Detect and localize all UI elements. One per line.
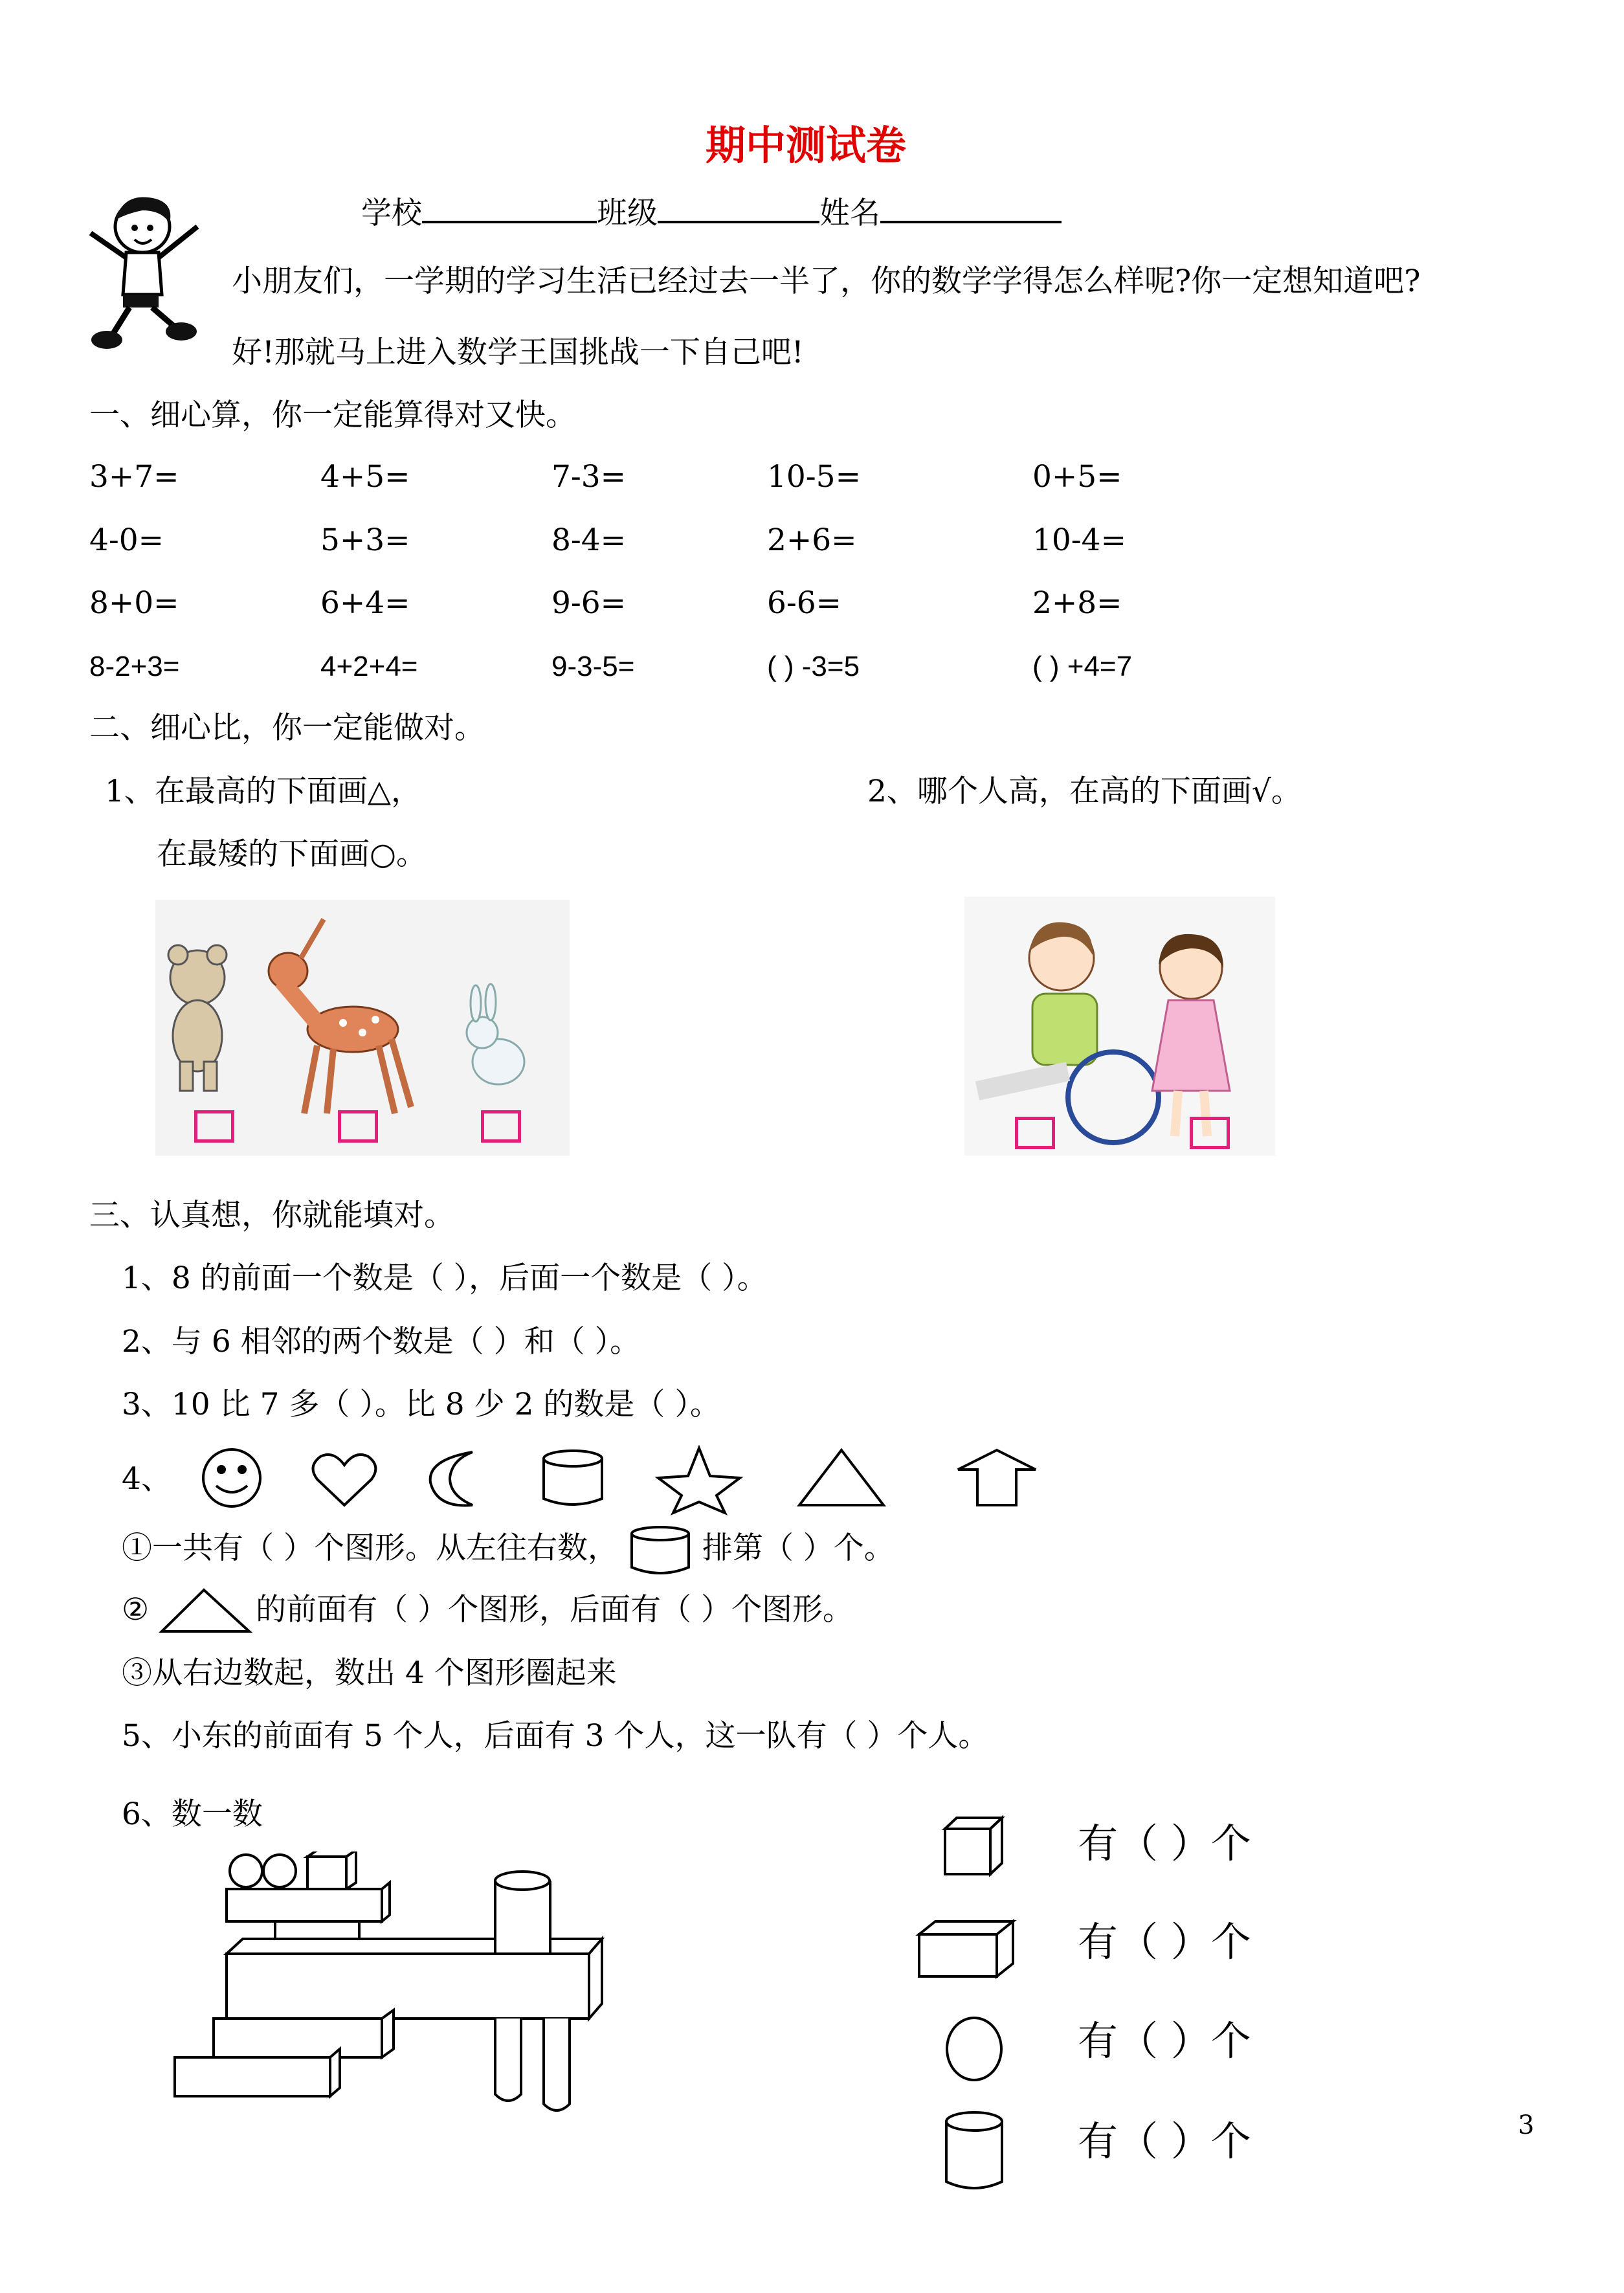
section3-q4c: ③从右边数起，数出 4 个图形圈起来 [122,1655,617,1691]
answer-box[interactable] [481,1110,521,1143]
cylinder-count-icon [939,2107,1010,2198]
q4a-text-1: ①一共有（ ）个图形。从左往右数， [122,1530,618,1566]
answer-box[interactable] [194,1110,234,1143]
calc-item: ( ) -3=5 [767,651,860,682]
calc-item: 10-4= [1032,522,1126,558]
section2-q2: 2、哪个人高，在高的下面画√。 [867,774,1302,809]
cylinder-icon [628,1525,693,1576]
intro-line-1: 小朋友们，一学期的学习生活已经过去一半了，你的数学学得怎么样呢?你一定想知道吧? [232,263,1421,299]
section3-q4-label: 4、 [122,1461,172,1497]
calc-item: 2+8= [1032,585,1122,621]
moon-shape [430,1452,473,1506]
answer-box[interactable] [1015,1117,1055,1149]
calc-item: 0+5= [1032,459,1122,495]
q4b-text-2: 的前面有（ ）个图形，后面有（ ）个图形。 [256,1592,853,1627]
section3-q3: 3、10 比 7 多（ ）。比 8 少 2 的数是（ ）。 [122,1387,720,1422]
triangle-icon [159,1586,256,1638]
sphere-icon [939,2013,1010,2085]
section2-q1-line2: 在最矮的下面画○。 [157,836,427,872]
shapes-row [194,1440,1068,1518]
blocks-structure-figure [162,1851,615,2143]
section3-q4b [122,1586,853,1638]
name-label: 姓名 [819,196,880,231]
calc-item: 8+0= [89,585,179,621]
answer-box[interactable] [338,1110,378,1143]
section3-q5: 5、小东的前面有 5 个人，后面有 3 个人，这一队有（ ）个人。 [122,1718,989,1754]
calc-item: 9-3-5= [551,651,635,682]
calc-item: 9-6= [551,585,627,621]
calc-item: 6-6= [767,585,842,621]
section3-heading: 三、认真想，你就能填对。 [89,1198,454,1233]
triangle-shape [799,1450,884,1505]
count-row: 有（ ）个 [1078,1820,1251,1867]
calc-item: 5+3= [320,522,410,558]
class-label: 班级 [597,196,658,231]
cuboid-icon [909,1915,1019,1986]
count-row: 有（ ）个 [1078,2017,1251,2064]
section3-q1: 1、8 的前面一个数是（ ），后面一个数是（ ）。 [122,1260,768,1296]
intro-line-2: 好!那就马上进入数学王国挑战一下自己吧! [232,335,804,370]
cartoon-child-image [78,188,214,356]
calc-item: 4+2+4= [320,651,418,682]
answer-box[interactable] [1190,1117,1230,1149]
school-label: 学校 [361,196,422,231]
star-shape [658,1448,740,1513]
smiley-shape [203,1449,260,1506]
calc-item: 7-3= [551,459,627,495]
calc-item: 8-4= [551,522,627,558]
count-row: 有（ ）个 [1078,1918,1251,1965]
q4b-text-1: ② [122,1592,150,1627]
section3-q2: 2、与 6 相邻的两个数是（ ）和（ ）。 [122,1324,641,1359]
calc-item: 4-0= [89,522,164,558]
calc-item: 10-5= [767,459,861,495]
section1-heading: 一、细心算，你一定能算得对又快。 [89,397,576,433]
school-blank[interactable] [422,192,597,223]
section3-q4a [122,1525,895,1576]
calc-item: 6+4= [320,585,410,621]
page-title: 期中测试卷 [706,122,907,169]
section2-q1-line1: 1、在最高的下面画△， [105,774,422,809]
calc-item: 4+5= [320,459,410,495]
info-line [361,192,1062,233]
cube-icon [932,1813,1010,1884]
page-number: 3 [1518,2110,1535,2140]
section3-q6: 6、数一数 [122,1796,263,1832]
calc-item: 3+7= [89,459,179,495]
count-row: 有（ ）个 [1078,2118,1251,2165]
cylinder-shape [544,1451,602,1504]
section2-heading: 二、细心比，你一定能做对。 [89,710,485,746]
calc-item: ( ) +4=7 [1032,651,1133,682]
class-blank[interactable] [658,192,819,223]
heart-shape [313,1455,376,1505]
q4a-text-2: 排第（ ）个。 [702,1530,895,1566]
arrow-shape [958,1450,1036,1505]
calc-item: 8-2+3= [89,651,180,682]
calc-item: 2+6= [767,522,857,558]
name-blank[interactable] [880,192,1062,223]
